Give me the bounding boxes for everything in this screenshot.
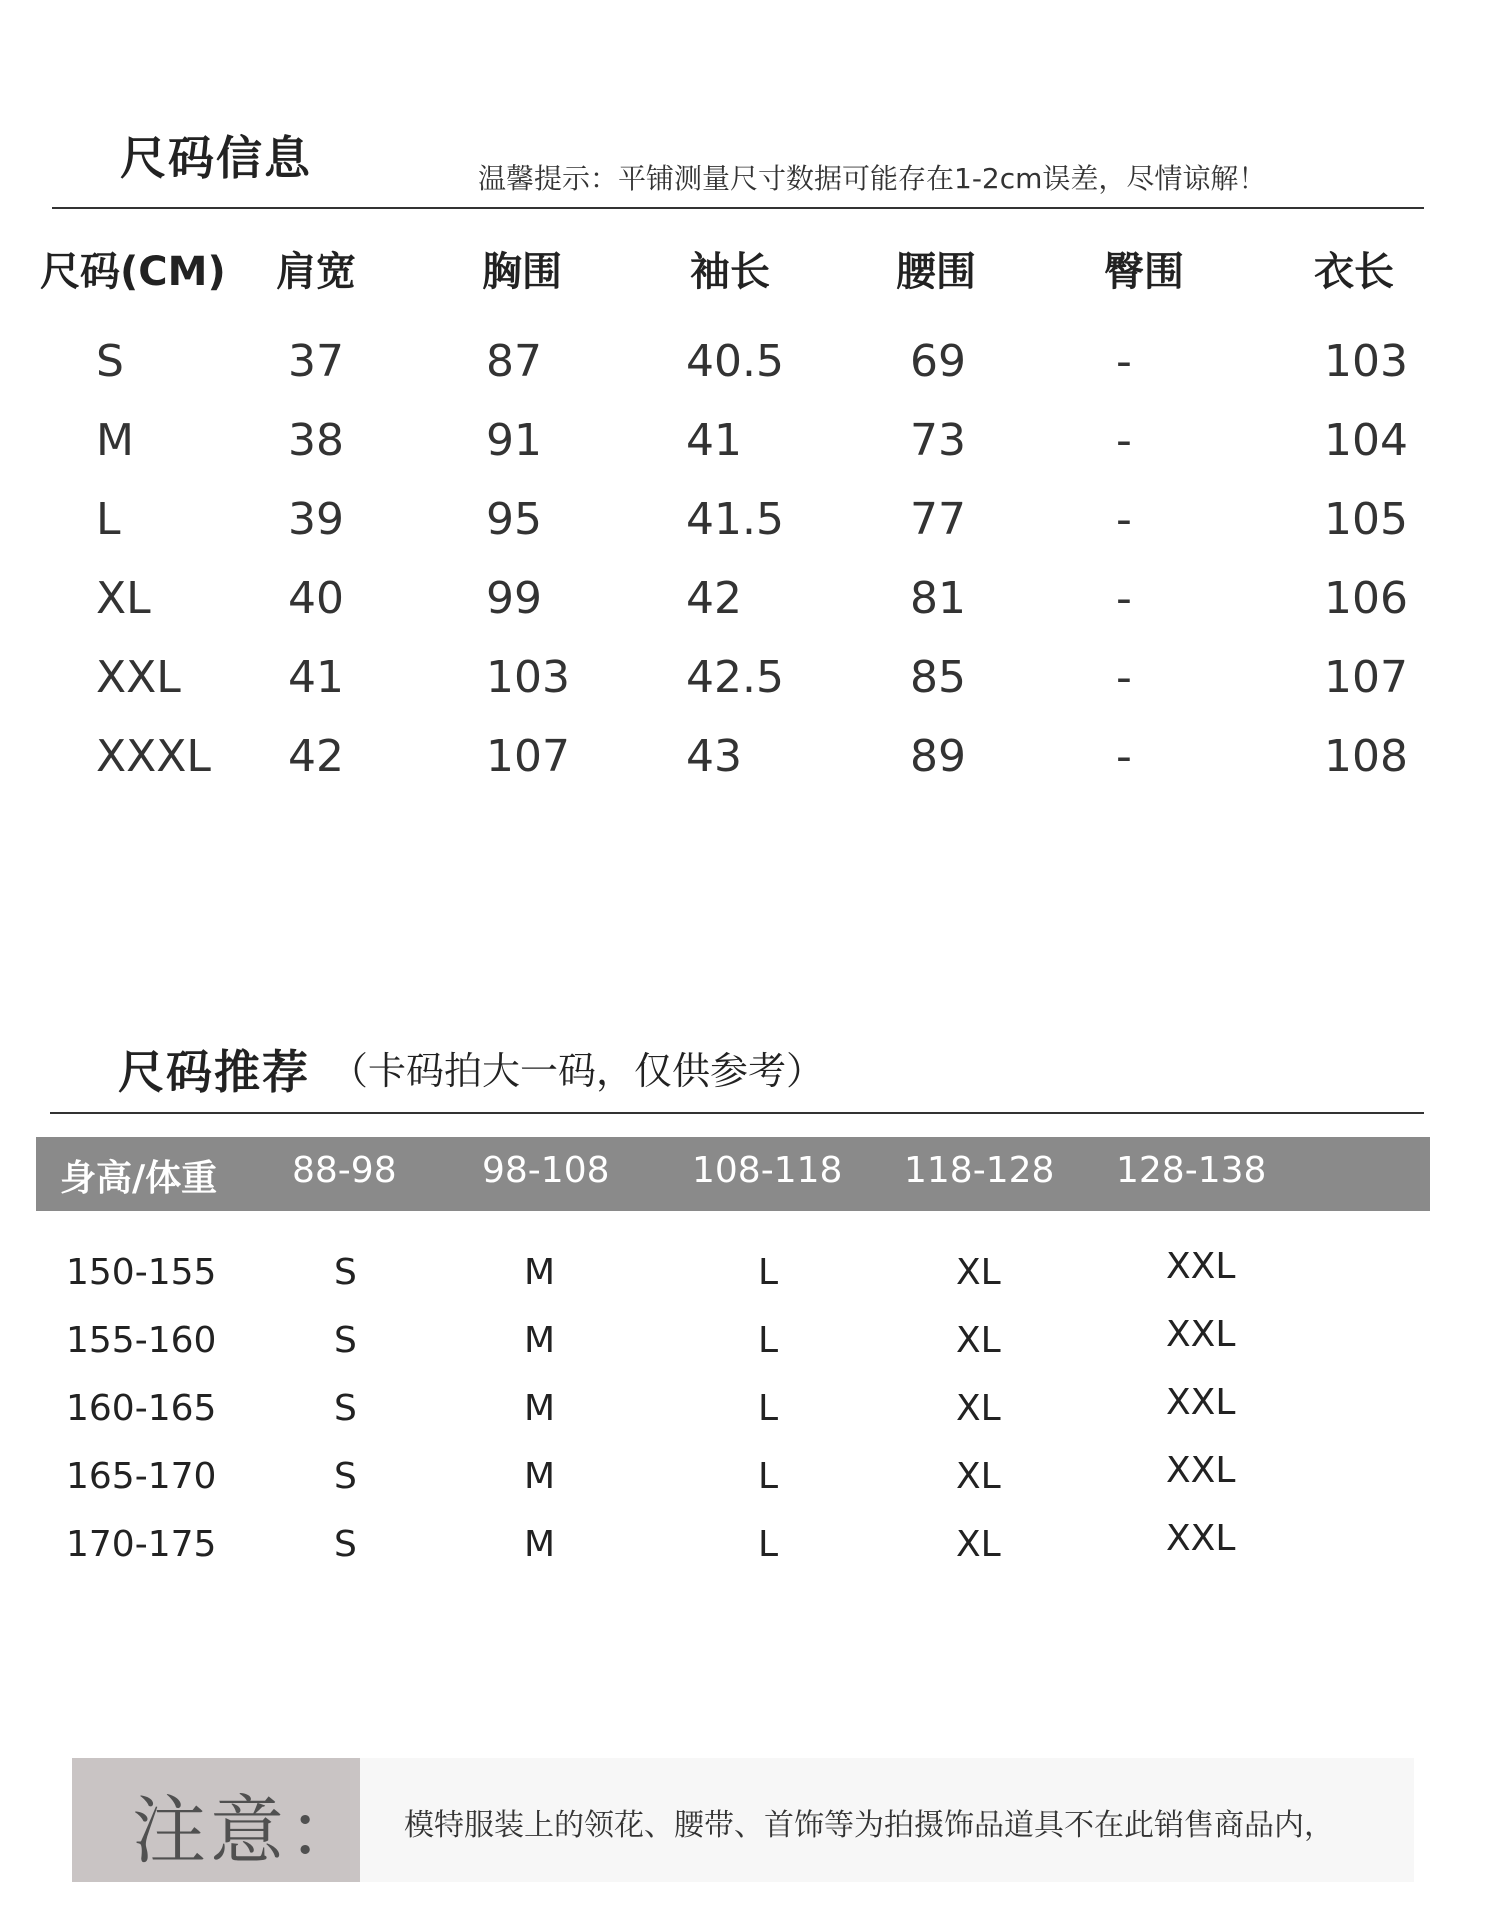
size-recommend-note: （卡码拍大一码，仅供参考） <box>330 1049 825 1093</box>
waist-cell: 77 <box>910 494 966 545</box>
size-cell: L <box>758 1388 779 1429</box>
size-cell: S <box>334 1388 357 1429</box>
section-divider <box>52 207 1424 209</box>
size-cell: S <box>96 336 124 387</box>
header-height-weight: 身高/体重 <box>60 1158 218 1199</box>
notice-label: 注意： <box>132 1788 366 1874</box>
size-cell: M <box>96 415 134 466</box>
sleeve-cell: 40.5 <box>686 336 784 387</box>
chest-cell: 95 <box>486 494 542 545</box>
height-cell: 155-160 <box>66 1320 217 1361</box>
header-shoulder: 肩宽 <box>276 249 356 295</box>
waist-cell: 81 <box>910 573 966 624</box>
size-cell: XL <box>96 573 151 624</box>
header-weight-range: 118-128 <box>904 1150 1055 1191</box>
shoulder-cell: 38 <box>288 415 344 466</box>
size-cell: XXXL <box>96 731 211 782</box>
size-cell: XXL <box>1166 1450 1236 1491</box>
hip-cell: - <box>1116 652 1132 703</box>
header-weight-range: 88-98 <box>292 1150 397 1191</box>
sleeve-cell: 41.5 <box>686 494 784 545</box>
length-cell: 106 <box>1324 573 1408 624</box>
size-cell: M <box>524 1456 556 1497</box>
chest-cell: 103 <box>486 652 570 703</box>
sleeve-cell: 41 <box>686 415 742 466</box>
size-cell: XXL <box>1166 1246 1236 1287</box>
height-cell: 160-165 <box>66 1388 217 1429</box>
height-cell: 150-155 <box>66 1252 217 1293</box>
chest-cell: 91 <box>486 415 542 466</box>
chest-cell: 99 <box>486 573 542 624</box>
section-divider <box>50 1112 1424 1114</box>
size-info-title: 尺码信息 <box>120 131 312 185</box>
size-cell: XXL <box>1166 1518 1236 1559</box>
header-size: 尺码(CM) <box>40 249 226 295</box>
waist-cell: 85 <box>910 652 966 703</box>
header-hip: 臀围 <box>1104 249 1184 295</box>
hip-cell: - <box>1116 336 1132 387</box>
waist-cell: 73 <box>910 415 966 466</box>
size-cell: XL <box>956 1456 1001 1497</box>
hip-cell: - <box>1116 494 1132 545</box>
size-cell: S <box>334 1456 357 1497</box>
sleeve-cell: 42.5 <box>686 652 784 703</box>
chest-cell: 107 <box>486 731 570 782</box>
header-length: 衣长 <box>1314 249 1394 295</box>
size-cell: L <box>758 1456 779 1497</box>
notice-text: 模特服装上的领花、腰带、首饰等为拍摄饰品道具不在此销售商品内， <box>404 1808 1334 1843</box>
length-cell: 107 <box>1324 652 1408 703</box>
size-cell: M <box>524 1252 556 1293</box>
hip-cell: - <box>1116 415 1132 466</box>
size-cell: L <box>758 1524 779 1565</box>
size-cell: S <box>334 1252 357 1293</box>
header-waist: 腰围 <box>896 249 976 295</box>
header-chest: 胸围 <box>482 249 562 295</box>
hip-cell: - <box>1116 731 1132 782</box>
size-cell: XL <box>956 1388 1001 1429</box>
size-cell: XXL <box>1166 1382 1236 1423</box>
hip-cell: - <box>1116 573 1132 624</box>
size-cell: XXL <box>1166 1314 1236 1355</box>
size-cell: M <box>524 1388 556 1429</box>
length-cell: 103 <box>1324 336 1408 387</box>
waist-cell: 69 <box>910 336 966 387</box>
size-cell: L <box>758 1320 779 1361</box>
size-cell: S <box>334 1320 357 1361</box>
height-cell: 170-175 <box>66 1524 217 1565</box>
size-cell: S <box>334 1524 357 1565</box>
size-cell: XL <box>956 1524 1001 1565</box>
size-cell: XL <box>956 1320 1001 1361</box>
header-weight-range: 108-118 <box>692 1150 843 1191</box>
length-cell: 108 <box>1324 731 1408 782</box>
waist-cell: 89 <box>910 731 966 782</box>
header-weight-range: 128-138 <box>1116 1150 1267 1191</box>
header-weight-range: 98-108 <box>482 1150 610 1191</box>
size-cell: XL <box>956 1252 1001 1293</box>
size-info-tip: 温馨提示：平铺测量尺寸数据可能存在1-2cm误差，尽情谅解！ <box>478 162 1267 195</box>
sleeve-cell: 42 <box>686 573 742 624</box>
shoulder-cell: 37 <box>288 336 344 387</box>
size-recommend-title: 尺码推荐 <box>118 1045 310 1099</box>
size-cell: L <box>758 1252 779 1293</box>
shoulder-cell: 40 <box>288 573 344 624</box>
size-cell: XXL <box>96 652 181 703</box>
size-cell: M <box>524 1320 556 1361</box>
header-sleeve: 袖长 <box>690 249 770 295</box>
sleeve-cell: 43 <box>686 731 742 782</box>
shoulder-cell: 41 <box>288 652 344 703</box>
length-cell: 104 <box>1324 415 1408 466</box>
size-cell: M <box>524 1524 556 1565</box>
size-cell: L <box>96 494 121 545</box>
length-cell: 105 <box>1324 494 1408 545</box>
shoulder-cell: 42 <box>288 731 344 782</box>
chest-cell: 87 <box>486 336 542 387</box>
height-cell: 165-170 <box>66 1456 217 1497</box>
shoulder-cell: 39 <box>288 494 344 545</box>
